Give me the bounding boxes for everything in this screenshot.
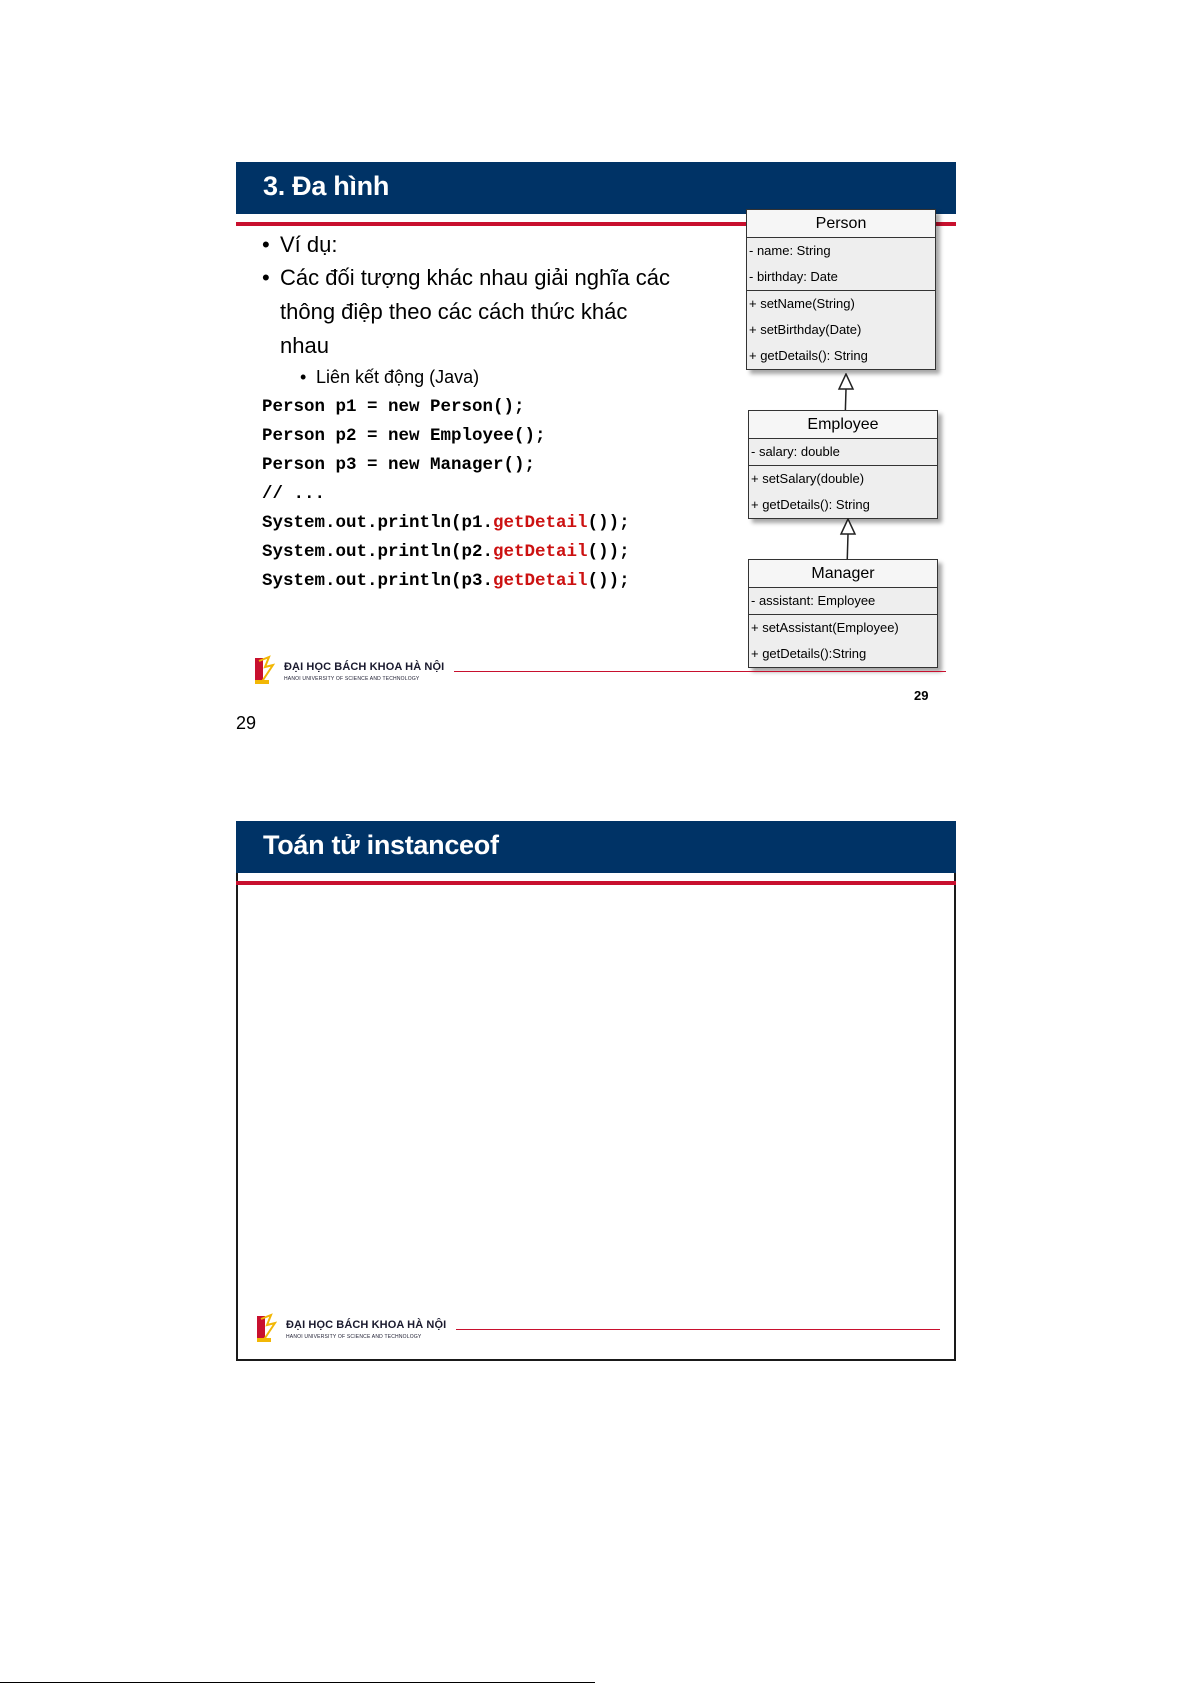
uml-class-name: Employee <box>749 411 937 439</box>
uml-attributes <box>749 439 937 466</box>
bullet-item: • Ví dụ: <box>262 232 338 257</box>
uml-method: + setAssistant(Employee) <box>751 620 899 635</box>
slide-number: 29 <box>914 688 929 703</box>
title-bar <box>236 821 956 873</box>
code-line: System.out.println(p2.getDetail()); <box>262 542 630 562</box>
uml-class-manager <box>748 559 938 668</box>
uml-method: + setBirthday(Date) <box>749 322 862 337</box>
bullet-continuation: nhau <box>280 333 329 358</box>
uml-class-employee <box>748 410 938 519</box>
university-subtitle: HANOI UNIVERSITY OF SCIENCE AND TECHNOLOGY <box>284 676 420 682</box>
code-line: Person p3 = new Manager(); <box>262 455 536 475</box>
title-bar <box>236 162 956 214</box>
title-underline <box>236 881 956 885</box>
slide-polymorphism <box>236 162 956 707</box>
uml-class-person <box>746 209 936 370</box>
method-call: getDetail <box>493 513 588 533</box>
code-line: Person p2 = new Employee(); <box>262 426 546 446</box>
university-name: ĐẠI HỌC BÁCH KHOA HÀ NỘI <box>284 661 445 673</box>
code-line: System.out.println(p3.getDetail()); <box>262 571 630 591</box>
uml-class-name: Person <box>747 210 935 238</box>
uml-method: + setName(String) <box>749 296 855 311</box>
method-call: getDetail <box>493 542 588 562</box>
university-logo-icon <box>255 1313 277 1345</box>
code-line: // ... <box>262 484 326 504</box>
footer-line <box>456 1329 940 1330</box>
uml-method: + getDetails(): String <box>751 497 870 512</box>
university-subtitle: HANOI UNIVERSITY OF SCIENCE AND TECHNOLOGY <box>286 1334 422 1340</box>
page-bottom-rule <box>0 1682 595 1683</box>
footer-line <box>454 671 946 672</box>
uml-attribute: - salary: double <box>751 444 840 459</box>
code-line: System.out.println(p1.getDetail()); <box>262 513 630 533</box>
uml-method: + setSalary(double) <box>751 471 865 486</box>
uml-attribute: - name: String <box>749 243 831 258</box>
uml-methods <box>749 466 937 518</box>
uml-attributes <box>749 588 937 615</box>
slide-title: Toán tử instanceof <box>263 830 499 860</box>
uml-method: + getDetails():String <box>751 646 867 661</box>
sub-bullet-item: • Liên kết động (Java) <box>300 367 480 387</box>
slide-instanceof <box>236 821 956 1361</box>
uml-method: + getDetails(): String <box>749 348 868 363</box>
page-number: 29 <box>236 713 257 733</box>
uml-attribute: - birthday: Date <box>749 269 838 284</box>
university-name: ĐẠI HỌC BÁCH KHOA HÀ NỘI <box>286 1319 447 1331</box>
university-logo-icon <box>253 655 275 687</box>
uml-attribute: - assistant: Employee <box>751 593 876 608</box>
uml-attributes <box>747 238 935 291</box>
method-call: getDetail <box>493 571 588 591</box>
uml-methods <box>747 291 935 369</box>
slide-title: 3. Đa hình <box>263 171 390 201</box>
uml-methods <box>749 615 937 667</box>
code-line: Person p1 = new Person(); <box>262 397 525 417</box>
bullet-item: • Các đối tượng khác nhau giải nghĩa các <box>262 265 670 290</box>
bullet-continuation: thông điệp theo các cách thức khác <box>280 299 628 324</box>
uml-class-name: Manager <box>749 560 937 588</box>
